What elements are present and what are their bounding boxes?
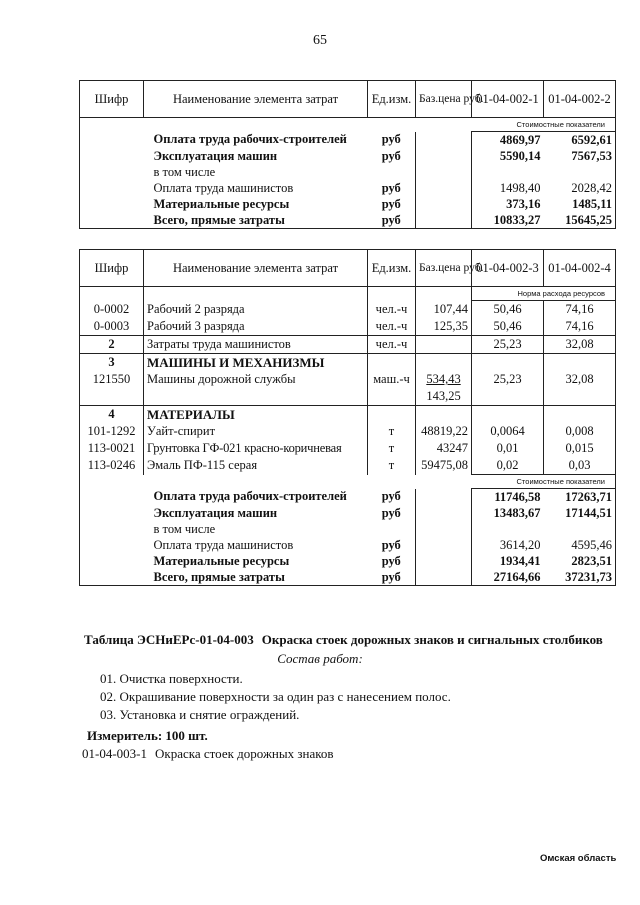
table-number: Таблица ЭСНиЕРс-01-04-003 [84,632,254,647]
table-caption [84,632,603,648]
row-price: 59475,08 [416,457,472,475]
cost-unit: руб [368,505,416,521]
cost-row [80,489,616,506]
row-value-2: 0,03 [544,457,616,475]
cost-row [80,553,616,569]
cost-name: Материальные ресурсы [153,553,290,568]
row-price: 107,44 [416,301,472,319]
cost-unit: руб [368,489,416,506]
cost-value-2 [544,164,616,180]
header-name: Наименование элемента затрат [144,250,368,287]
resource-table-2 [79,249,616,586]
row-unit: маш.-ч [368,371,416,388]
cost-value-1: 27164,66 [472,569,544,586]
cost-row [80,212,616,229]
cost-row [80,196,616,212]
header-unit: Ед.изм. [368,81,416,118]
footer-region: Омская область [540,853,617,864]
cost-value-2: 4595,46 [544,537,616,553]
subheader-cost: Стоимостные показатели [472,118,616,132]
header-col-3: 01-04-002-3 [472,250,544,287]
row-code: 0-0003 [80,318,144,336]
row-price [416,371,472,388]
work-item: 01. Очистка поверхности. [100,671,243,686]
work-item: 03. Установка и снятие ограждений. [100,707,300,722]
cost-name: Материальные ресурсы [153,196,290,211]
cost-value-1: 1934,41 [499,553,541,568]
cost-value-2: 37231,73 [544,569,616,586]
table-row [80,318,616,336]
cost-unit: руб [368,180,416,196]
row-code: 2 [80,336,144,354]
row-unit: чел.-ч [368,301,416,319]
table-row [80,440,616,457]
cost-unit: руб [368,537,416,553]
cost-name: Всего, прямые затраты [144,212,368,229]
subheader-resources: Норма расхода ресурсов [472,287,616,301]
section-code: 4 [80,406,144,424]
row-unit: т [368,457,416,475]
work-composition-heading: Состав работ: [277,651,363,666]
cost-row [80,521,616,537]
cost-name: в том числе [153,164,216,179]
table-row [80,457,616,475]
section-materials [80,406,616,424]
cost-row [80,505,616,521]
row-code: 113-0021 [80,440,144,457]
cost-name: Оплата труда машинистов [153,180,294,195]
cost-value-1: 5590,14 [499,148,541,163]
header-code: Шифр [80,81,144,118]
cost-value-2: 15645,25 [544,212,616,229]
cost-value-1: 3614,20 [499,537,541,552]
cost-row [80,569,616,586]
row-unit: т [368,440,416,457]
row-name: Грунтовка ГФ-021 красно-коричневая [144,440,368,457]
code-line-code: 01-04-003-1 [82,746,147,761]
cost-value-2: 17263,71 [544,489,616,506]
cost-value-1: 11746,58 [494,489,541,504]
table-row [80,423,616,440]
cost-name: Эксплуатация машин [153,148,278,163]
work-item: 02. Окрашивание поверхности за один раз с нанесением полос. [100,689,451,704]
header-name: Наименование элемента затрат [144,81,368,118]
row-code: 101-1292 [80,423,144,440]
subheader-cost: Стоимостные показатели [472,475,616,489]
cost-value-1: 10833,27 [472,212,544,229]
code-line [82,746,334,762]
cost-value-1: 13483,67 [493,505,541,520]
header-code: Шифр [80,250,144,287]
row-value-2: 32,08 [544,371,616,388]
cost-row [80,148,616,164]
table-row-labor [80,336,616,354]
header-base-price: Баз.цена руб. [416,250,472,287]
cost-name: Эксплуатация машин [153,505,278,520]
section-title: МАТЕРИАЛЫ [144,406,368,424]
row-value-2: 0,015 [544,440,616,457]
cost-value-2 [544,521,616,537]
row-price: 125,35 [416,318,472,336]
row-name: Рабочий 3 разряда [144,318,368,336]
row-code: 0-0002 [80,301,144,319]
row-value-1: 0,02 [472,457,544,475]
row-price: 48819,22 [416,423,472,440]
cost-row [80,537,616,553]
row-price-secondary: 143,25 [416,388,472,406]
row-value-2: 0,008 [544,423,616,440]
cost-value-1: 4869,97 [499,132,541,147]
row-code: 121550 [80,371,144,388]
row-name: Эмаль ПФ-115 серая [144,457,368,475]
header-unit: Ед.изм. [368,250,416,287]
header-col-2: 01-04-002-2 [544,81,616,118]
cost-unit [368,164,416,180]
cost-table-1 [79,80,616,229]
cost-unit: руб [368,132,416,149]
measure-unit: Измеритель: 100 шт. [87,728,208,743]
cost-value-2: 17144,51 [544,505,616,521]
cost-name: в том числе [153,521,216,536]
row-unit: чел.-ч [368,318,416,336]
table-title: Окраска стоек дорожных знаков и сигнальных столбиков [261,632,603,647]
cost-row [80,164,616,180]
table-row [80,371,616,388]
row-value-2: 74,16 [544,301,616,319]
cost-unit: руб [368,569,416,586]
cost-value-2: 1485,11 [544,196,616,212]
cost-name: Оплата труда машинистов [153,537,294,552]
cost-unit: руб [368,148,416,164]
row-unit: т [368,423,416,440]
section-code: 3 [80,354,144,372]
cost-unit: руб [368,553,416,569]
code-line-name: Окраска стоек дорожных знаков [155,746,334,761]
row-value-1: 50,46 [472,318,544,336]
header-col-1: 01-04-002-1 [472,81,544,118]
header-col-4: 01-04-002-4 [544,250,616,287]
cost-row [80,132,616,149]
row-value-1: 25,23 [472,371,544,388]
cost-value-2: 6592,61 [544,132,616,149]
cost-value-2: 2028,42 [544,180,616,196]
cost-name: Всего, прямые затраты [144,569,368,586]
table-header [80,81,616,118]
row-value-1: 0,01 [472,440,544,457]
row-value-1: 0,0064 [472,423,544,440]
row-unit: чел.-ч [368,336,416,354]
row-value-2: 32,08 [544,336,616,354]
cost-value-1 [472,521,544,537]
cost-value-1 [472,164,544,180]
row-price-main: 534,43 [426,372,461,386]
row-name: Машины дорожной службы [144,371,368,388]
cost-name: Оплата труда рабочих-строителей [153,489,347,504]
table-row [80,301,616,319]
row-name: Затраты труда машинистов [144,336,368,354]
row-value-2: 74,16 [544,318,616,336]
header-base-price: Баз.цена руб. [416,81,472,118]
cost-value-1: 1498,40 [499,180,541,195]
row-name: Рабочий 2 разряда [144,301,368,319]
row-value-1: 25,23 [472,336,544,354]
row-name: Уайт-спирит [144,423,368,440]
row-value-1: 50,46 [472,301,544,319]
cost-unit [368,521,416,537]
cost-unit: руб [368,212,416,229]
cost-value-1: 373,16 [506,196,541,211]
cost-value-2: 2823,51 [544,553,616,569]
section-title: МАШИНЫ И МЕХАНИЗМЫ [144,354,368,372]
cost-name: Оплата труда рабочих-строителей [153,132,347,147]
page-number: 65 [313,33,327,48]
section-machines [80,354,616,372]
table-header [80,250,616,287]
row-code: 113-0246 [80,457,144,475]
row-price: 43247 [416,440,472,457]
cost-value-2: 7567,53 [544,148,616,164]
cost-unit: руб [368,196,416,212]
cost-row [80,180,616,196]
